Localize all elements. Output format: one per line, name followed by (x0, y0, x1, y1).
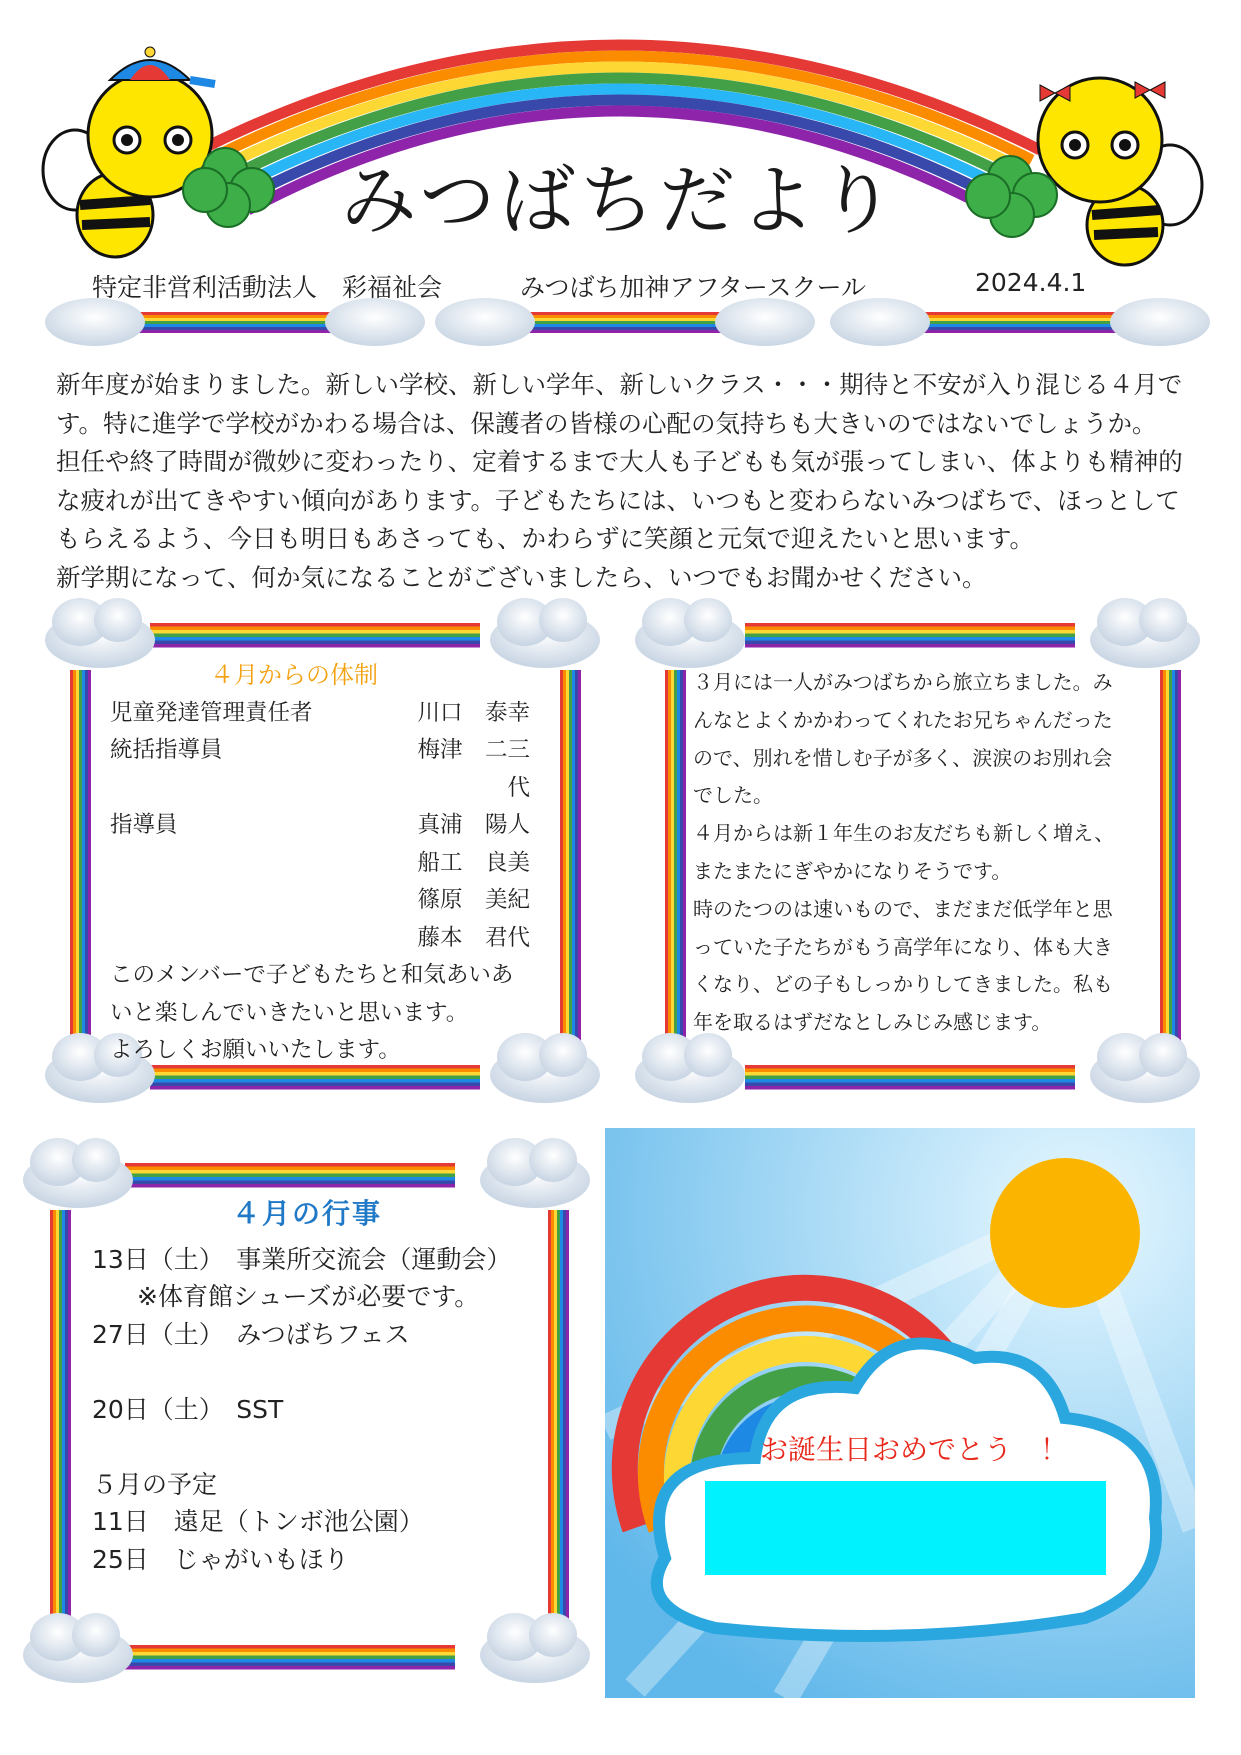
farewell-line: 時のたつのは速いもので、まだまだ低学年と思 (693, 896, 1113, 921)
event-line: 25日 じゃがいもほり (92, 1544, 349, 1574)
staff-closing-line: このメンバーで子どもたちと和気あいあ (110, 962, 514, 988)
staff-row (110, 882, 560, 920)
event-line: ※体育館シューズが必要です。 (112, 1282, 480, 1311)
event-line: 20日（土） SST (92, 1394, 284, 1424)
farewell-line: でした。 (693, 783, 773, 808)
staff-role: 統括指導員 (110, 737, 223, 763)
issue-date: 2024.4.1 (975, 268, 1087, 297)
staff-heading: ４月からの体制 (210, 661, 378, 689)
events-panel (92, 1195, 542, 1578)
farewell-line: 年を取るはずだなとしみじみ感じます。 (693, 1010, 1052, 1035)
staff-row (110, 732, 560, 807)
staff-name: 篠原 美紀 (417, 887, 530, 913)
farewell-line: っていた子たちがもう高学年になり、体も大き (693, 934, 1113, 959)
farewell-line: ３月には一人がみつばちから旅立ちました。み (693, 670, 1113, 694)
intro-line: な疲れが出てきやすい傾向があります。子どもたちには、いつもと変わらないみつばちで、ほっとして (56, 485, 1180, 515)
intro-line: 担任や終了時間が微妙に変わったり、定着するまで大人も子どもも気が張ってしまい、体よりも精神的 (56, 447, 1183, 476)
staff-role (110, 882, 410, 920)
staff-name: 船工 良美 (417, 849, 530, 876)
staff-row (110, 920, 560, 958)
cloud-rainbow-strip-2 (435, 298, 815, 346)
intro-line: 新学期になって、何か気になることがございましたら、いつでもお聞かせください。 (56, 562, 987, 592)
farewell-line: んなとよくかかわってくれたお兄ちゃんだった (693, 707, 1113, 732)
staff-name: 梅津 二三代 (417, 737, 530, 801)
staff-closing-line: よろしくお願いいたします。 (110, 1037, 401, 1063)
staff-row (110, 845, 560, 883)
cloud-rainbow-strip-1 (45, 298, 425, 346)
birthday-names-box (705, 1481, 1106, 1575)
staff-role (110, 845, 410, 883)
intro-line: す。特に進学で学校がかわる場合は、保護者の皆様の心配の気持ちも大きいのではないでしょうか。 (56, 408, 1157, 438)
staff-role (110, 920, 410, 958)
staff-name: 川口 泰幸 (417, 699, 530, 726)
intro-line: もらえるよう、今日も明日もあさっても、かわらずに笑顔と元気で迎えたいと思います。 (56, 524, 1035, 553)
bee-girl-icon (1038, 78, 1202, 265)
staff-role: 指導員 (110, 812, 178, 838)
events-heading: ４月の行事 (232, 1197, 383, 1230)
event-line: 27日（土） みつばちフェス (92, 1319, 410, 1349)
birthday-label: お誕生日おめでとう ！ (760, 1433, 1069, 1466)
bee-boy-icon (43, 47, 215, 257)
staff-role: 児童発達管理責任者 (110, 699, 313, 726)
farewell-line: くなり、どの子もしっかりしてきました。私も (693, 972, 1113, 997)
farewell-panel (693, 664, 1143, 1042)
staff-row (110, 695, 560, 733)
staff-panel (110, 657, 560, 1070)
staff-name: 藤本 君代 (417, 924, 530, 951)
birthday-illustration (605, 1128, 1195, 1698)
intro-line: 新年度が始まりました。新しい学校、新しい学年、新しいクラス・・・期待と不安が入り混じる４月で (56, 370, 1183, 399)
organization-name: 特定非営利活動法人 彩福祉会 (92, 273, 443, 302)
newsletter-title: みつばちだより (340, 156, 900, 245)
event-line: ５月の予定 (92, 1469, 218, 1499)
sun-icon (990, 1158, 1140, 1308)
event-line: 13日（土） 事業所交流会（運動会） (92, 1244, 512, 1274)
school-name: みつばち加神アフタースクール (520, 273, 867, 302)
event-line (92, 1428, 542, 1466)
intro-paragraph (56, 366, 1196, 597)
staff-name: 真浦 陽人 (417, 812, 530, 838)
farewell-line: またまたにぎやかになりそうです。 (693, 858, 1012, 883)
event-line (92, 1353, 542, 1391)
event-line: 11日 遠足（トンボ池公園） (92, 1507, 424, 1536)
farewell-line: ４月からは新１年生のお友だちも新しく増え、 (693, 821, 1115, 846)
staff-row (110, 807, 560, 845)
staff-closing-line: いと楽しんでいきたいと思います。 (110, 999, 469, 1026)
cloud-rainbow-strip-3 (830, 298, 1210, 346)
farewell-line: ので、別れを惜しむ子が多く、涙涙のお別れ会 (693, 745, 1113, 770)
